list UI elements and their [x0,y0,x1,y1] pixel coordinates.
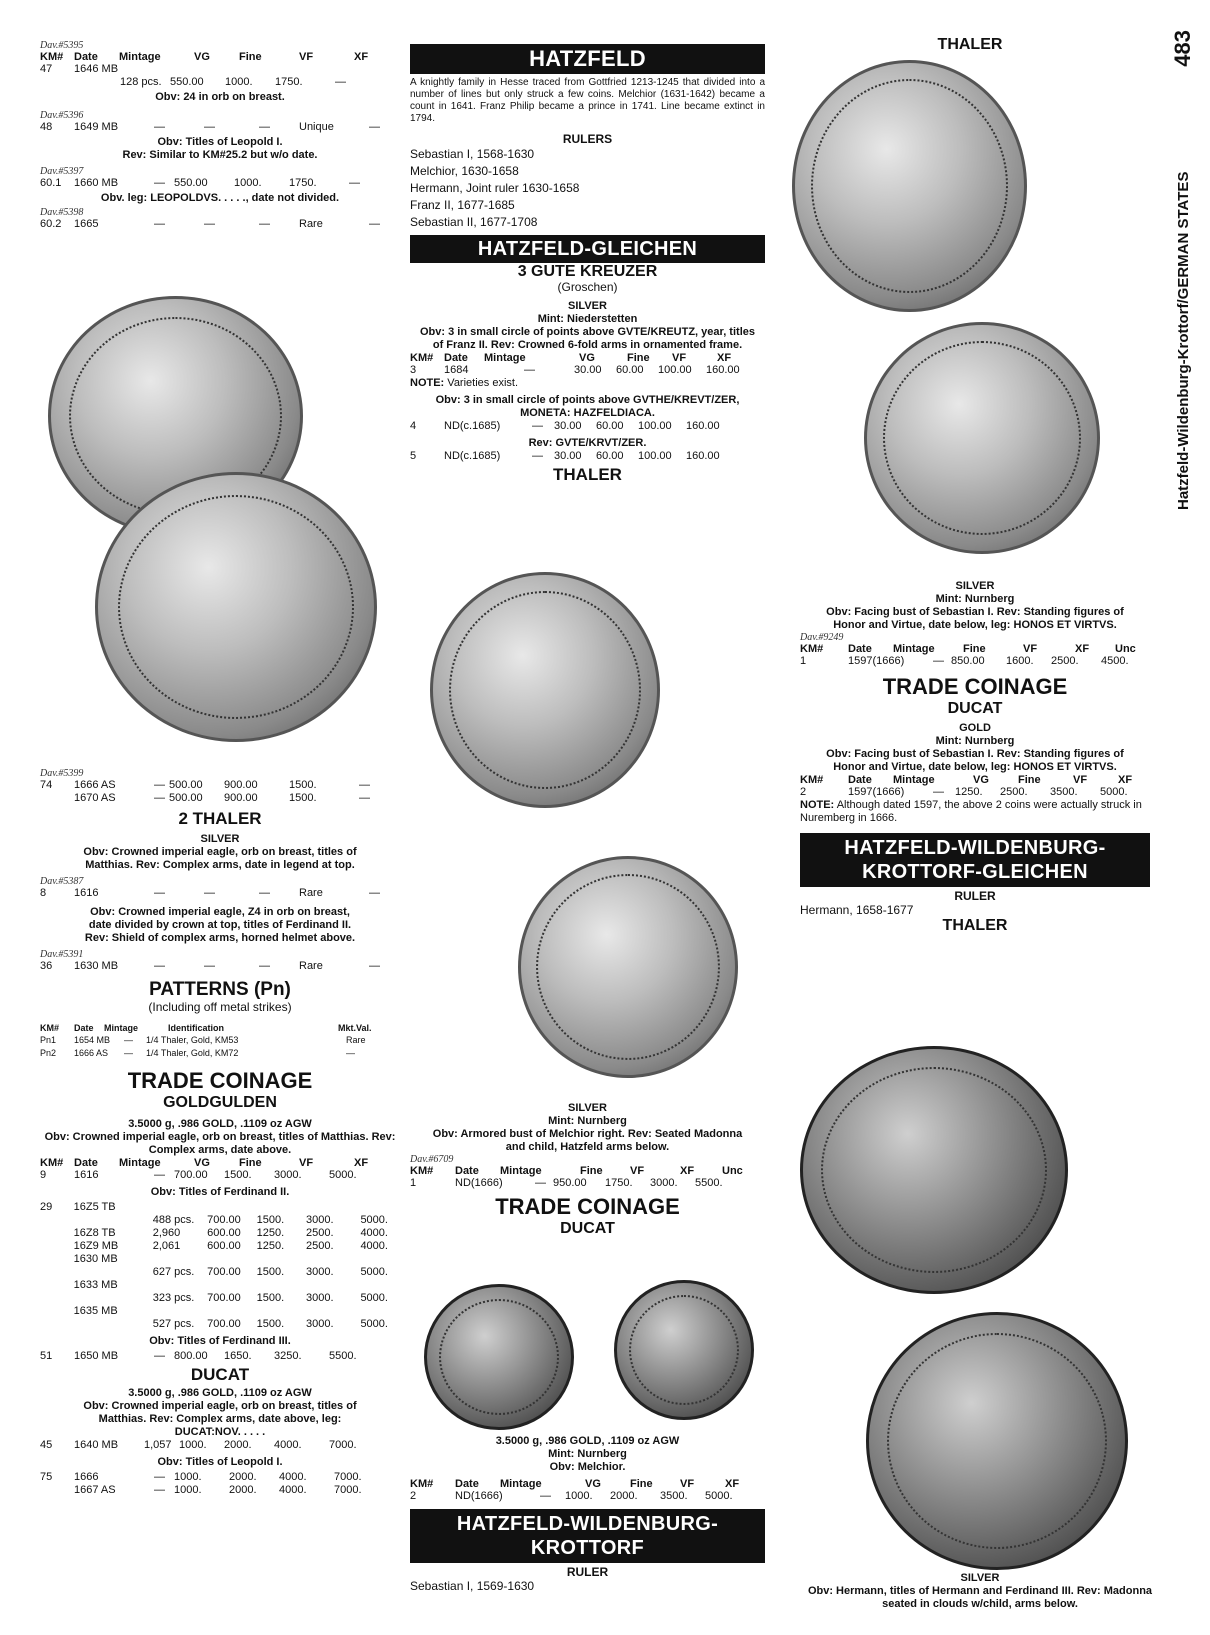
table-row: 1 ND(1666) — 950.00 1750. 3000. 5500. [410,1177,723,1189]
table-header: KM# Date Mintage Identification Mkt.Val. [40,1023,372,1033]
section-title: 2 THALER [178,809,262,828]
ruler-title: RULER [566,1565,609,1579]
page-number: 483 [1170,30,1195,67]
rulers-title: RULERS [562,132,613,146]
coin-image-sebastian-obverse [792,60,1027,312]
spine [1168,30,1198,510]
section-bar-wildenburg-krottorf-gleichen: HATZFELD-WILDENBURG- KROTTORF-GLEICHEN [800,833,1150,887]
spine-title: Hatzfeld-Wildenburg-Krottorf/GERMAN STATES [1174,171,1192,510]
coin-image-ducat-reverse [614,1280,754,1420]
section-title: THALER [937,36,1003,53]
column-1 [40,40,400,231]
table-row: 60.1 1660 MB — 550.00 1000. 1750. — [40,177,360,189]
dav-ref: Dav.#6709 [410,1154,454,1165]
table-row: 3 1684 — 30.00 60.00 100.00 160.00 [410,364,740,376]
table-header: KM# Date Mintage VG Fine VF XF [800,774,1133,786]
note: Obv: Titles of Leopold I. [157,1456,283,1468]
table-header: KM# Date Mintage VG Fine VF XF [410,352,732,364]
table-row: 1630 MB [73,1253,118,1265]
section-title: PATTERNS (Pn) [149,979,291,1000]
metal: SILVER [568,300,607,312]
table-row: 1635 MB [73,1305,118,1317]
mint: Mint: Nurnberg [548,1448,627,1460]
mint: Mint: Nurnberg [548,1115,627,1127]
description: Obv: Crowned imperial eagle, Z4 in orb on breast, date divided by crown at top, titles of Ferdinand II. Rev: Shield of complex arms, horned helmet above. [84,906,356,944]
dav-ref: Dav.#5399 [40,768,84,779]
col-vg: VG [194,51,210,63]
table-rows-29 [40,1201,400,1331]
section-bar-gleichen: HATZFELD-GLEICHEN [410,235,765,263]
coin-image-hermann-obverse [800,1046,1068,1294]
table-row: Pn1 1654 MB — 1/4 Thaler, Gold, KM53 Rare [40,1035,366,1045]
column-1-lower [40,768,400,1497]
subtitle: (Including off metal strikes) [148,1000,292,1014]
metal: SILVER [955,580,995,592]
table-row: 2 ND(1666) — 1000. 2000. 3500. 5000. [410,1490,733,1502]
dav-ref: Dav.#5397 [40,166,84,177]
description: Obv: 3 in small circle of points above GVTE/KREUTZ, year, titles of Franz II. Rev: Crowned 6-fold arms in ornamented frame. [420,326,755,351]
table-row: 45 1640 MB 1,057 1000. 2000. 4000. 7000. [40,1439,357,1451]
column-2-bottom [410,1435,765,1593]
dav-ref: Dav.#5398 [40,207,84,218]
description: Obv: 3 in small circle of points above GVTHE/KREVT/ZER, MONETA: HAZFELDIACA. [435,394,740,419]
table-row: 627 pcs. 700.00 1500. 3000. 5000. [152,1266,388,1278]
dav-ref: Dav.#9249 [800,632,844,643]
table-header: KM# Date Mintage Fine VF XF Unc [800,643,1136,655]
table-row: 74 1666 AS — 500.00 900.00 1500. — [40,779,370,791]
metal: SILVER [568,1102,607,1114]
table-row: 16Z9 MB 2,061 600.00 1250. 2500. 4000. [73,1240,388,1252]
note: Obv: 24 in orb on breast. [155,91,285,103]
table-header: KM# Date Mintage VG Fine VF XF [40,1157,369,1169]
metal: GOLD [959,722,991,734]
spec: 3.5000 g, .986 GOLD, .1109 oz AGW [128,1118,312,1130]
intro-text: A knightly family in Hesse traced from Gottfried 1213-1245 that divided into a number of lines but only struck a few coins. Melchior (1631-1642) became a count in 1641. Franz Philip became a prince in 1741. Line became extinct in 1794. [410,77,765,124]
column-3-top [800,36,1140,54]
note: Obv: Titles of Ferdinand II. [150,1186,290,1198]
metal: SILVER [200,833,240,845]
section-title: 3 GUTE KREUZER [517,263,658,280]
col-fine: Fine [239,51,262,63]
rulers-list [410,146,765,231]
note: Obv: Titles of Leopold I. Rev: Similar to KM#25.2 but w/o date. [122,136,318,161]
mint: Mint: Nurnberg [935,593,1015,605]
table-row: 16Z8 TB 2,960 600.00 1250. 2500. 4000. [73,1227,388,1239]
col-vf: VF [299,51,314,63]
list-item: Melchior, 1630-1658 [410,164,519,178]
ruler-name: Sebastian I, 1569-1630 [410,1579,535,1593]
list-item: Sebastian I, 1568-1630 [410,147,535,161]
table-row: 527 pcs. 700.00 1500. 3000. 5000. [152,1318,388,1330]
note: Obv. leg: LEOPOLDVS. . . . ., date not divided. [100,192,340,204]
section-title: THALER [942,917,1008,934]
spec: 3.5000 g, .986 GOLD, .1109 oz AGW [128,1387,312,1399]
table-row: 4 ND(c.1685) — 30.00 60.00 100.00 160.00 [410,420,720,432]
column-2 [410,44,765,485]
note: Obv: Titles of Ferdinand III. [149,1335,291,1347]
description: Obv: Facing bust of Sebastian I. Rev: Standing figures of Honor and Virtue, date below, leg: HONOS ET VIRTVS. [826,606,1124,631]
coin-image-madonna-clouds-reverse [866,1312,1128,1570]
table-row: Pn2 1666 AS — 1/4 Thaler, Gold, KM72 — [40,1048,355,1058]
description: Rev: GVTE/KRVT/ZER. [528,437,647,449]
section-title: THALER [553,465,622,484]
dav-ref: Dav.#5396 [40,110,84,121]
list-item: Franz II, 1677-1685 [410,198,515,212]
table-header: KM# Date Mintage Fine VF XF Unc [410,1165,743,1177]
col-km: KM# [40,51,64,63]
table-row: 2 1597(1666) — 1250. 2500. 3500. 5000. [800,786,1128,798]
description: Obv: Hermann, titles of Hermann and Ferdinand III. Rev: Madonna seated in clouds w/child, arms below. [807,1585,1153,1610]
description: Obv: Crowned imperial eagle, orb on breast, titles of Matthias. Rev: Complex arms, date above. [44,1131,396,1156]
spec: 3.5000 g, .986 GOLD, .1109 oz AGW [495,1435,680,1447]
section-bar-wildenburg-krottorf: HATZFELD-WILDENBURG- KROTTORF [410,1509,765,1563]
dav-ref: Dav.#5395 [40,40,84,51]
table-row: 323 pcs. 700.00 1500. 3000. 5000. [152,1292,388,1304]
list-item: Sebastian II, 1677-1708 [410,215,538,229]
table-header: KM# Date Mintage VG Fine VF XF [410,1478,740,1490]
table-row: 36 1630 MB — — — Rare — [40,960,380,972]
dav-ref: Dav.#5387 [40,876,84,887]
description: Obv: Crowned imperial eagle, orb on breast, titles of Matthias. Rev: Complex arms, date in legend at top. [83,846,357,871]
column-3-bottom [800,1572,1160,1611]
list-item: Hermann, Joint ruler 1630-1658 [410,181,580,195]
subtitle: (Groschen) [557,280,618,294]
col-xf: XF [354,51,369,63]
table-row: 9 1616 — 700.00 1500. 3000. 5000. [40,1169,357,1181]
obverse: Obv: Melchior. [549,1461,626,1473]
table-row: 29 16Z5 TB [40,1201,116,1213]
table-row: 51 1650 MB — 800.00 1650. 3250. 5500. [40,1350,357,1362]
table-row: 8 1616 — — — Rare — [40,887,380,899]
note: NOTE: Varieties exist. [410,377,519,389]
description: Obv: Crowned imperial eagle, orb on breast, titles of Matthias. Rev: Complex arms, date above, leg: DUCAT:NOV. . . . . [83,1400,357,1438]
ruler-name: Hermann, 1658-1677 [800,903,914,917]
metal: SILVER [960,1572,1000,1584]
section-title: TRADE COINAGE [495,1194,680,1219]
coin-image-melchior-obverse [430,572,660,808]
table-row: 488 pcs. 700.00 1500. 3000. 5000. [152,1214,388,1226]
dav-ref: Dav.#5391 [40,949,84,960]
note: NOTE: Although dated 1597, the above 2 coins were actually struck in Nuremberg in 1666. [800,799,1142,824]
mint: Mint: Niederstetten [537,313,638,325]
column-2-lower [410,1102,765,1238]
subtitle: GOLDGULDEN [163,1094,277,1111]
coin-image-madonna-reverse [518,856,738,1078]
coin-image-arms-reverse [95,472,377,742]
table-row: 128 pcs. 550.00 1000. 1750. — [120,76,346,88]
section-title: TRADE COINAGE [882,674,1068,699]
description: Obv: Armored bust of Melchior right. Rev: Seated Madonna and child, Hatzfeld arms below. [432,1128,743,1153]
coin-image-honor-virtue-reverse [864,322,1100,554]
section-title: TRADE COINAGE [127,1068,313,1093]
description: Obv: Facing bust of Sebastian I. Rev: Standing figures of Honor and Virtue, date below, leg: HONOS ET VIRTVS. [826,748,1124,773]
table-row: 5 ND(c.1685) — 30.00 60.00 100.00 160.00 [410,450,720,462]
mint: Mint: Nurnberg [935,735,1015,747]
coin-image-ducat-obverse [424,1284,574,1430]
table-row: 47 1646 MB [40,63,119,75]
table-row: 48 1649 MB — — — Unique — [40,121,380,133]
table-row: 1633 MB [73,1279,118,1291]
table-row: 1670 AS — 500.00 900.00 1500. — [74,792,370,804]
col-date: Date [74,51,98,63]
col-mintage: Mintage [119,51,161,63]
table-row: 60.2 1665 — — — Rare — [40,218,380,230]
subtitle: DUCAT [560,1220,615,1237]
ruler-title: RULER [954,889,996,903]
section-title: DUCAT [190,1365,250,1384]
table-row: 1 1597(1666) — 850.00 1600. 2500. 4500. [800,655,1129,667]
subtitle: DUCAT [947,700,1003,717]
table-row: 1667 AS — 1000. 2000. 4000. 7000. [74,1484,362,1496]
table-row: 75 1666 — 1000. 2000. 4000. 7000. [40,1471,362,1483]
table-header [40,51,400,63]
column-3-middle [800,580,1150,935]
section-bar-hatzfeld: HATZFELD [410,44,765,74]
